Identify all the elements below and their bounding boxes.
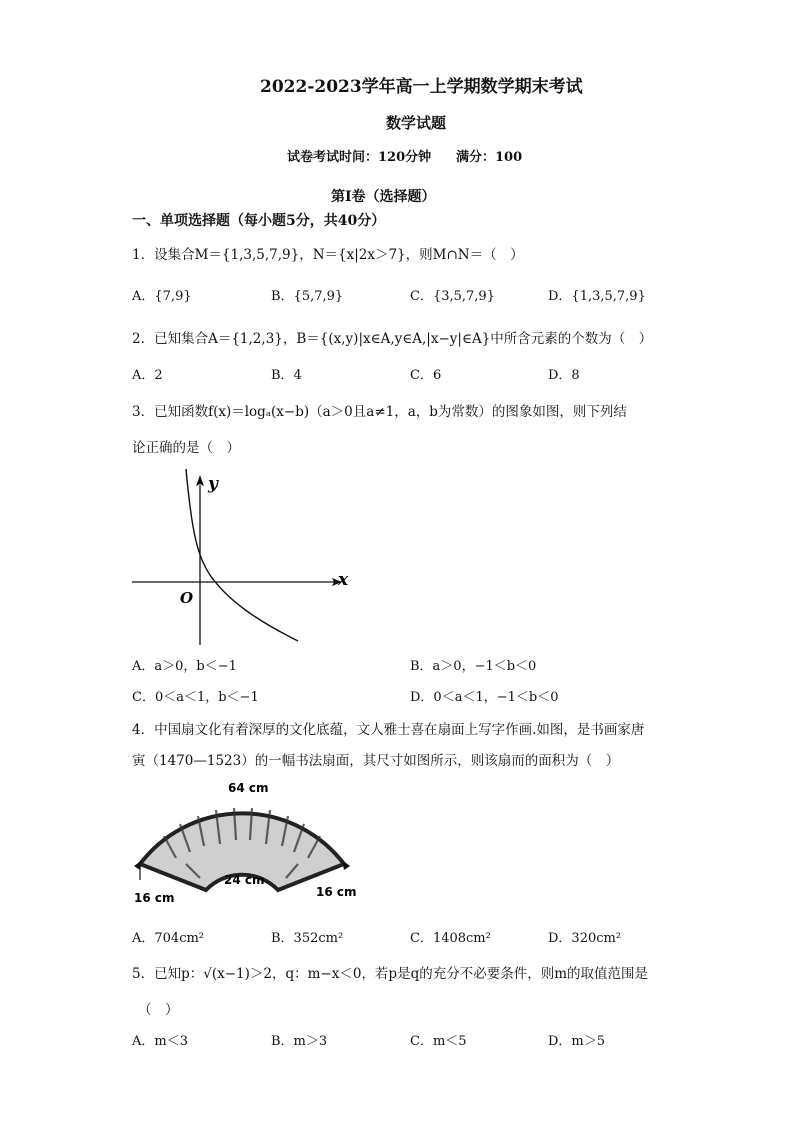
q3-option-b: B．a＞0，−1＜b＜0: [410, 659, 537, 674]
q4-option-c: C．1408cm²: [410, 931, 491, 946]
question-3-stem-line1: 3．已知函数f(x)＝logₐ(x−b)（a＞0且a≠1，a，b为常数）的图象如图，则下列结: [132, 404, 627, 420]
origin-label: O: [180, 589, 194, 607]
exam-title: 2022-2023学年高一上学期数学期末考试: [260, 77, 583, 97]
right-side-label: 16 cm: [316, 885, 357, 899]
q2-option-c: C．6: [410, 368, 442, 383]
log-curve: [186, 469, 298, 641]
q2-option-d: D．8: [548, 368, 580, 383]
q1-option-b: B．{5,7,9}: [271, 289, 344, 304]
y-axis-arrow-icon: [196, 475, 204, 486]
q4-option-a: A．704cm²: [132, 931, 205, 946]
q3-option-c: C．0＜a＜1，b＜−1: [132, 690, 259, 705]
question-5-stem-line2: （ ）: [138, 1002, 179, 1018]
exam-time: 试卷考试时间：120分钟: [287, 150, 432, 165]
question-2-stem: 2．已知集合A＝{1,2,3}，B＝{(x,y)|x∈A,y∈A,|x−y|∈A}中所含元素的个数为（ ）: [132, 331, 653, 347]
question-1-stem: 1．设集合M＝{1,3,5,7,9}，N＝{x|2x＞7}，则M∩N＝（ ）: [132, 247, 524, 263]
q4-option-d: D．320cm²: [548, 931, 622, 946]
q1-option-d: D．{1,3,5,7,9}: [548, 289, 646, 304]
full-score: 满分：100: [456, 150, 523, 165]
q4-fan-figure: [128, 774, 368, 914]
q1-option-a: A．{7,9}: [132, 289, 192, 304]
right-arrow-icon: [342, 860, 350, 870]
question-4-stem-line1: 4．中国扇文化有着深厚的文化底蕴，文人雅士喜在扇面上写字作画.如图，是书画家唐: [132, 722, 645, 738]
top-arc-label: 64 cm: [228, 781, 269, 795]
q3-option-d: D．0＜a＜1，−1＜b＜0: [410, 690, 559, 705]
q1-option-c: C．{3,5,7,9}: [410, 289, 495, 304]
x-axis-label: x: [338, 570, 349, 590]
q5-option-b: B．m＞3: [271, 1034, 328, 1049]
q2-option-b: B．4: [271, 368, 302, 383]
q3-function-graph: [128, 465, 358, 650]
left-side-label: 16 cm: [134, 891, 175, 905]
question-5-stem-line1: 5．已知p：√(x−1)＞2，q：m−x＜0，若p是q的充分不必要条件，则m的取值范围是: [132, 966, 649, 982]
q4-option-b: B．352cm²: [271, 931, 344, 946]
question-4-stem-line2: 寅（1470—1523）的一幅书法扇面，其尺寸如图所示，则该扇而的面积为（ ）: [132, 753, 620, 769]
q5-option-c: C．m＜5: [410, 1034, 467, 1049]
y-axis-label: y: [208, 474, 218, 494]
section-heading: 一、单项选择题（每小题5分，共40分）: [132, 213, 386, 229]
left-arrow-icon: [134, 860, 142, 870]
q5-option-a: A．m＜3: [132, 1034, 188, 1049]
exam-subtitle: 数学试题: [386, 114, 447, 132]
question-3-stem-line2: 论正确的是（ ）: [132, 440, 240, 456]
inner-arc-label: 24 cm: [224, 873, 265, 887]
volume-heading: 第Ⅰ卷（选择题）: [331, 189, 436, 205]
q2-option-a: A．2: [132, 368, 163, 383]
q3-option-a: A．a＞0，b＜−1: [132, 659, 237, 674]
q5-option-d: D．m＞5: [548, 1034, 606, 1049]
